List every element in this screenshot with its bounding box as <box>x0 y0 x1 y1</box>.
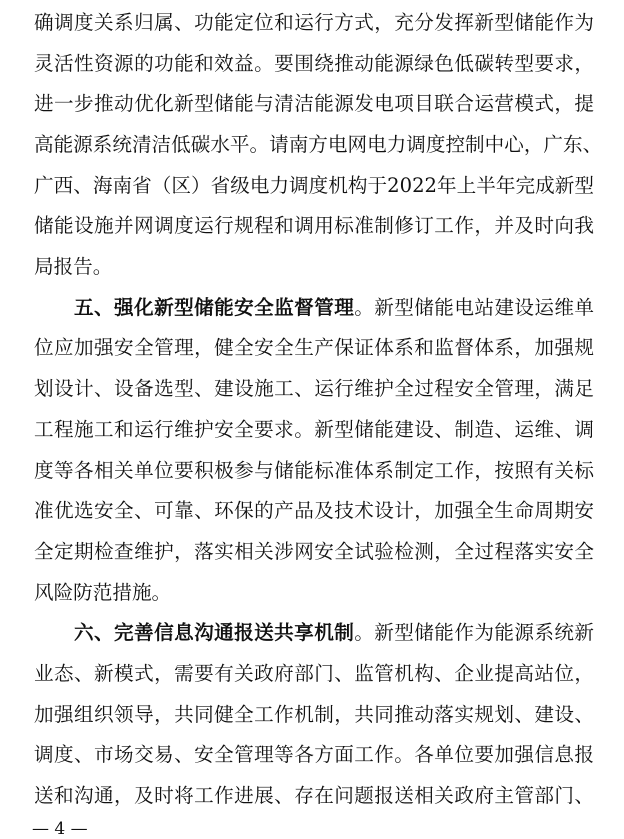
paragraph-line: 准优选安全、可靠、环保的产品及技术设计，加强全生命周期安 <box>34 499 594 522</box>
section-6-heading: 六、完善信息沟通报送共享机制 <box>74 621 355 644</box>
paragraph-line: 进一步推动优化新型储能与清洁能源发电项目联合运营模式，提 <box>34 92 594 115</box>
paragraph-line: 度等各相关单位要积极参与储能标准体系制定工作，按照有关标 <box>34 459 594 482</box>
paragraph-line: 调度、市场交易、安全管理等各方面工作。各单位要加强信息报 <box>34 743 594 766</box>
paragraph-line: 确调度关系归属、功能定位和运行方式，充分发挥新型储能作为 <box>34 11 594 34</box>
paragraph-line: 业态、新模式，需要有关政府部门、监管机构、企业提高站位， <box>34 662 594 685</box>
paragraph-line: 划设计、设备选型、建设施工、运行维护全过程安全管理，满足 <box>34 377 594 400</box>
section-6-first-line <box>74 614 594 652</box>
section-5-first-line-text: 。新型储能电站建设运维单 <box>354 296 595 319</box>
paragraph-line: 工程施工和运行维护安全要求。新型储能建设、制造、运维、调 <box>34 418 594 441</box>
paragraph-line: 风险防范措施。 <box>34 581 172 604</box>
paragraph-line: 高能源系统清洁低碳水平。请南方电网电力调度控制中心，广东、 <box>34 133 603 156</box>
paragraph-line: 全定期检查维护，落实相关涉网安全试验检测，全过程落实安全 <box>34 540 594 563</box>
page-number: — 4 — <box>32 819 88 839</box>
section-5-first-line <box>74 289 594 327</box>
paragraph-line: 灵活性资源的功能和效益。要围绕推动能源绿色低碳转型要求， <box>34 52 594 75</box>
paragraph-line: 广西、海南省（区）省级电力调度机构于2022年上半年完成新型 <box>34 174 594 197</box>
section-5-heading: 五、强化新型储能安全监督管理 <box>74 296 355 319</box>
paragraph-line: 送和沟通，及时将工作进展、存在问题报送相关政府主管部门、 <box>34 784 594 807</box>
paragraph-line: 局报告。 <box>34 255 113 278</box>
paragraph-line: 位应加强安全管理，健全安全生产保证体系和监督体系，加强规 <box>34 336 594 359</box>
paragraph-line: 加强组织领导，共同健全工作机制，共同推动落实规划、建设、 <box>34 703 594 726</box>
paragraph-line: 储能设施并网调度运行规程和调用标准制修订工作，并及时向我 <box>34 214 594 237</box>
section-6-first-line-text: 。新型储能作为能源系统新 <box>354 621 595 644</box>
